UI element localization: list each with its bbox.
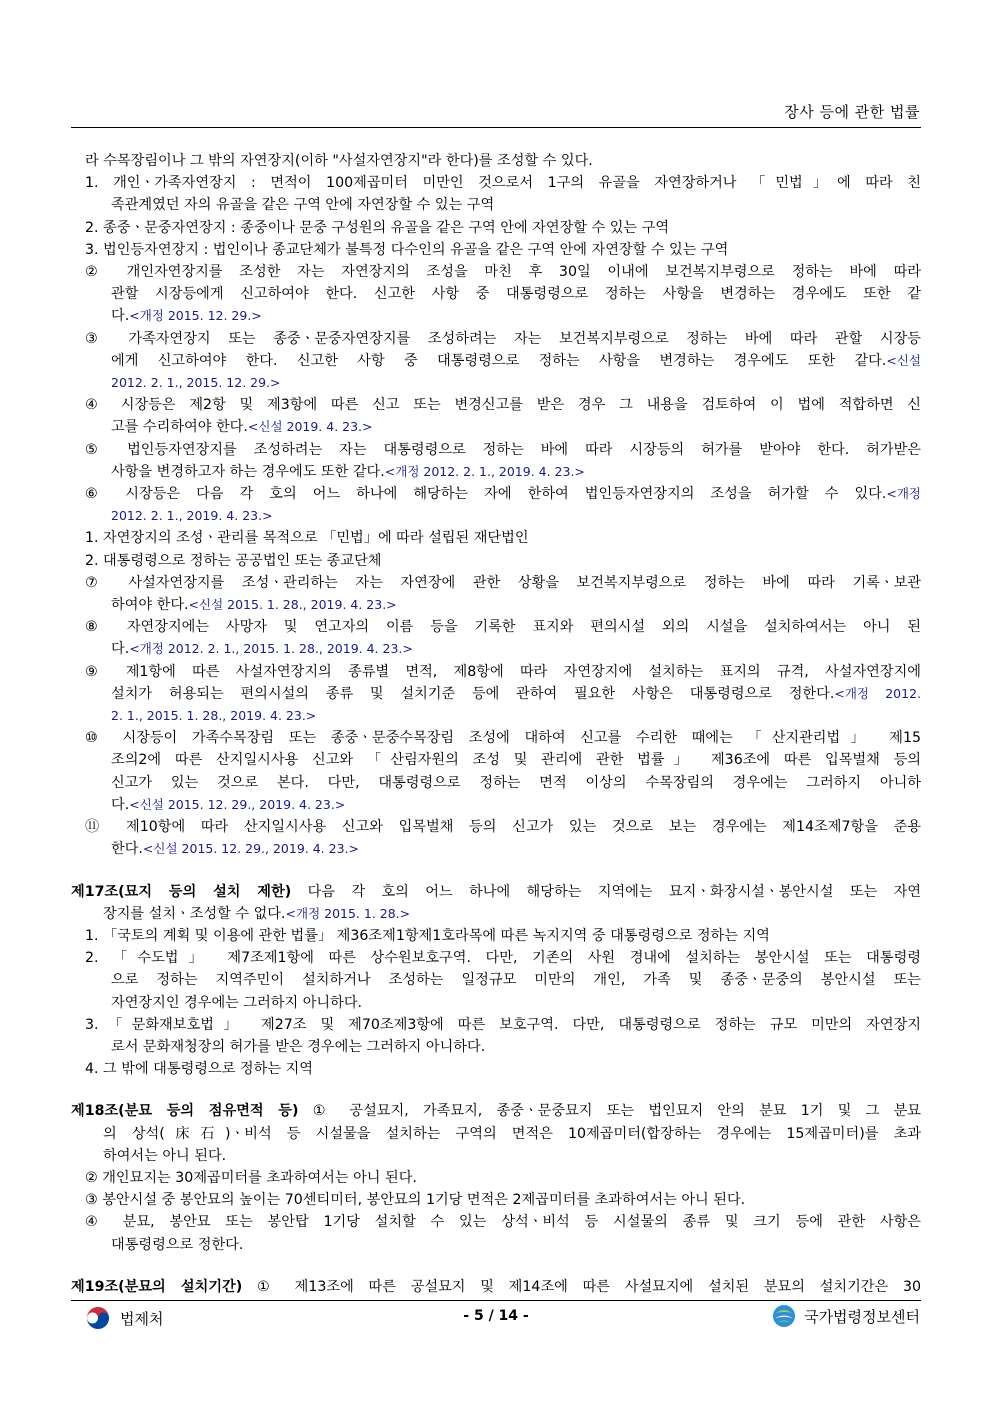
text-line bbox=[71, 1167, 921, 1189]
text-line bbox=[71, 439, 921, 461]
line-text: 라 수목장림이나 그 밖의 자연장지(이하 "사설자연장지"라 한다)를 조성할 수 있다. bbox=[85, 153, 593, 169]
line-text: 1. 자연장지의 조성ㆍ관리를 목적으로 「민법」에 따라 설립된 재단법인 bbox=[85, 530, 529, 547]
text-line bbox=[71, 661, 921, 683]
line-text: ⑥ 시장등은 다음 각 호의 어느 하나에 해당하는 자에 한하여 법인등자연장지의 조성을 허가할 수 있다. bbox=[85, 486, 887, 503]
line-text: ⑩ 시장등이 가족수목장림 또는 종중ㆍ문중수목장림 조성에 대하여 신고를 수리한 때에는 「산지관리법」 제15 bbox=[85, 730, 921, 747]
line-text: 한다. bbox=[111, 841, 143, 858]
text-line bbox=[71, 683, 921, 705]
article-heading-line bbox=[71, 881, 921, 903]
line-text: ① 공설묘지, 가족묘지, 종중ㆍ문중묘지 또는 법인묘지 안의 분묘 1기 및 그 분묘 bbox=[298, 1103, 921, 1120]
line-text: 의 상석(床石)ㆍ비석 등 시설물을 설치하는 구역의 면적은 10제곱미터(합장하는 경우에는 15제곱미터)를 초과 bbox=[103, 1125, 921, 1142]
line-text: 2. 종중ㆍ문중자연장지 : 종중이나 문중 구성원의 유골을 같은 구역 안에 자연장할 수 있는 구역 bbox=[85, 219, 670, 236]
amendment-note: <개정 2012. bbox=[834, 685, 921, 701]
line-text: 1. 「국토의 계획 및 이용에 관한 법률」 제36조제1항제1호라목에 따른 녹지지역 중 대통령령으로 정하는 지역 bbox=[85, 927, 770, 944]
amendment-note: <신설 2019. 4. 23.> bbox=[247, 419, 373, 435]
amendment-note: <개정 2012. 2. 1., 2019. 4. 23.> bbox=[384, 463, 585, 479]
line-text: 1. 개인ㆍ가족자연장지 : 면적이 100제곱미터 미만인 것으로서 1구의 유골을 자연장하거나 「민법」에 따라 친 bbox=[85, 175, 921, 192]
line-text: 대통령령으로 정한다. bbox=[111, 1236, 244, 1253]
amendment-note: <개정 2012. 2. 1., 2015. 1. 28., 2019. 4. 23.> bbox=[129, 641, 413, 657]
text-line bbox=[71, 416, 921, 438]
text-line bbox=[71, 461, 921, 483]
amendment-note: <신설 bbox=[886, 352, 921, 368]
amendment-note: <개정 2015. 1. 28.> bbox=[285, 905, 411, 921]
line-text: 로서 문화재청장의 허가를 받은 경우에는 그러하지 아니하다. bbox=[111, 1038, 486, 1055]
text-line bbox=[71, 372, 921, 394]
article-title: 제17조(묘지 등의 설치 제한) bbox=[71, 883, 292, 900]
line-text: ② 개인자연장지를 조성한 자는 자연장지의 조성을 마친 후 30일 이내에 보건복지부령으로 정하는 바에 따라 bbox=[85, 264, 921, 281]
amendment-note: <개정 bbox=[886, 486, 921, 502]
text-line bbox=[71, 1123, 921, 1145]
text-line bbox=[71, 194, 921, 216]
line-text: ⑧ 자연장지에는 사망자 및 연고자의 이름 등을 기록한 표지와 편의시설 외의 시설을 설치하여서는 아니 된 bbox=[85, 619, 921, 636]
text-line bbox=[71, 1211, 921, 1233]
footer-right bbox=[772, 1304, 920, 1328]
line-text: 하여야 한다. bbox=[111, 597, 189, 614]
line-text: 장지를 설치ㆍ조성할 수 없다. bbox=[103, 905, 286, 922]
text-line bbox=[71, 992, 921, 1014]
text-line bbox=[71, 616, 921, 638]
line-text: 조의2에 따른 산지일시사용 신고와 「산림자원의 조성 및 관리에 관한 법률」 제36조에 따른 입목벌채 등의 bbox=[111, 752, 921, 769]
footer-right-label: 국가법령정보센터 bbox=[804, 1307, 920, 1326]
article-title: 제18조(분묘 등의 점유면적 등) bbox=[71, 1103, 299, 1120]
header-rule bbox=[71, 127, 921, 128]
section-gap bbox=[71, 1256, 921, 1276]
text-line bbox=[71, 505, 921, 527]
line-text: 신고가 있는 것으로 본다. 다만, 대통령령으로 정하는 면적 이상의 수목장림의 경우에는 그러하지 아니하 bbox=[111, 774, 921, 791]
page-number: - 5 / 14 - bbox=[463, 1308, 529, 1324]
line-text: 다. bbox=[111, 796, 130, 813]
text-line bbox=[71, 328, 921, 350]
line-text: ⑪ 제10항에 따라 산지일시사용 신고와 입목벌채 등의 신고가 있는 것으로 보는 경우에는 제14조제7항을 준용 bbox=[85, 819, 921, 836]
text-line bbox=[71, 1014, 921, 1036]
text-line bbox=[71, 483, 921, 505]
line-text: 4. 그 밖에 대통령령으로 정하는 지역 bbox=[85, 1061, 313, 1078]
text-line bbox=[71, 1145, 921, 1167]
text-line bbox=[71, 749, 921, 771]
text-line bbox=[71, 527, 921, 549]
line-text: 3.「문화재보호법」 제27조 및 제70조제3항에 따른 보호구역. 다만, 대통령령으로 정하는 규모 미만의 자연장지 bbox=[85, 1016, 921, 1033]
line-text: 으로 정하는 지역주민이 설치하거나 조성하는 일정규모 미만의 개인, 가족 및 종중ㆍ문중의 봉안시설 또는 bbox=[111, 972, 921, 989]
text-line bbox=[71, 350, 921, 372]
text-line bbox=[71, 772, 921, 794]
text-line bbox=[71, 947, 921, 969]
text-line bbox=[71, 1058, 921, 1080]
amendment-note: <개정 2015. 12. 29.> bbox=[129, 308, 262, 324]
line-text: 에게 신고하여야 한다. 신고한 사항 중 대통령령으로 정하는 사항을 변경하는 경우에도 또한 같다. bbox=[111, 352, 887, 369]
text-line bbox=[71, 239, 921, 261]
text-line bbox=[71, 550, 921, 572]
line-text: 다. bbox=[111, 641, 130, 658]
line-text: 2. 「수도법」 제7조제1항에 따른 상수원보호구역. 다만, 기존의 사원 경내에 설치하는 봉안시설 또는 대통령령 bbox=[85, 950, 921, 967]
text-line bbox=[71, 1189, 921, 1211]
text-line bbox=[71, 727, 921, 749]
text-line bbox=[71, 638, 921, 660]
line-text: ② 개인묘지는 30제곱미터를 초과하여서는 아니 된다. bbox=[85, 1169, 417, 1186]
text-line bbox=[71, 1234, 921, 1256]
text-line bbox=[71, 150, 921, 172]
text-line bbox=[71, 794, 921, 816]
text-line bbox=[71, 172, 921, 194]
text-line bbox=[71, 969, 921, 991]
amendment-note: 2012. 2. 1., 2015. 12. 29.> bbox=[111, 375, 281, 391]
line-text: 다. bbox=[111, 308, 130, 325]
amendment-note: 2012. 2. 1., 2019. 4. 23.> bbox=[111, 508, 273, 524]
line-text: 설치가 허용되는 편의시설의 종류 및 설치기준 등에 관하여 필요한 사항은 대통령령으로 정한다. bbox=[111, 685, 835, 702]
line-text: ③ 봉안시설 중 봉안묘의 높이는 70센티미터, 봉안묘의 1기당 면적은 2제곱미터를 초과하여서는 아니 된다. bbox=[85, 1192, 746, 1209]
footer-left-label: 법제처 bbox=[120, 1309, 164, 1328]
line-text: 고를 수리하여야 한다. bbox=[111, 419, 248, 436]
footer-rule bbox=[71, 1300, 921, 1301]
line-text: 관할 시장등에게 신고하여야 한다. 신고한 사항 중 대통령령으로 정하는 사항을 변경하는 경우에도 또한 같 bbox=[111, 286, 921, 303]
line-text: ③ 가족자연장지 또는 종중ㆍ문중자연장지를 조성하려는 자는 보건복지부령으로 정하는 바에 따라 관할 시장등 bbox=[85, 330, 921, 347]
document-body bbox=[71, 150, 921, 1298]
line-text: 사항을 변경하고자 하는 경우에도 또한 같다. bbox=[111, 463, 385, 480]
text-line bbox=[71, 903, 921, 925]
text-line bbox=[71, 705, 921, 727]
line-text: ⑤ 법인등자연장지를 조성하려는 자는 대통령령으로 정하는 바에 따라 시장등의 허가를 받아야 한다. 허가받은 bbox=[85, 441, 921, 458]
line-text: ④ 분묘, 봉안묘 또는 봉안탑 1기당 설치할 수 있는 상석ㆍ비석 등 시설물의 종류 및 크기 등에 관한 사항은 bbox=[85, 1214, 921, 1231]
amendment-note: <신설 2015. 12. 29., 2019. 4. 23.> bbox=[142, 841, 359, 857]
article-title: 제19조(분묘의 설치기간) bbox=[71, 1278, 243, 1295]
text-line bbox=[71, 838, 921, 860]
amendment-note: <신설 2015. 1. 28., 2019. 4. 23.> bbox=[188, 597, 397, 613]
line-text: 자연장지인 경우에는 그러하지 아니하다. bbox=[111, 994, 363, 1011]
article-heading-line bbox=[71, 1276, 921, 1298]
line-text: 하여서는 아니 된다. bbox=[103, 1147, 227, 1164]
page-header-title: 장사 등에 관한 법률 bbox=[784, 103, 920, 121]
text-line bbox=[71, 816, 921, 838]
line-text: 족관계였던 자의 유골을 같은 구역 안에 자연장할 수 있는 구역 bbox=[111, 197, 495, 214]
text-line bbox=[71, 305, 921, 327]
text-line bbox=[71, 1036, 921, 1058]
line-text: 2. 대통령령으로 정하는 공공법인 또는 종교단체 bbox=[85, 552, 382, 569]
section-gap bbox=[71, 1080, 921, 1100]
text-line bbox=[71, 572, 921, 594]
line-text: ① 제13조에 따른 공설묘지 및 제14조에 따른 사설묘지에 설치된 분묘의 설치기간은 30 bbox=[242, 1278, 921, 1295]
line-text: 다음 각 호의 어느 하나에 해당하는 지역에는 묘지ㆍ화장시설ㆍ봉안시설 또는 자연 bbox=[291, 883, 921, 900]
globe-logo-icon bbox=[772, 1304, 796, 1328]
text-line bbox=[71, 594, 921, 616]
text-line bbox=[71, 261, 921, 283]
line-text: ⑦ 사설자연장지를 조성ㆍ관리하는 자는 자연장에 관한 상황을 보건복지부령으로 정하는 바에 따라 기록ㆍ보관 bbox=[85, 574, 921, 591]
text-line bbox=[71, 217, 921, 239]
text-line bbox=[71, 394, 921, 416]
text-line bbox=[71, 283, 921, 305]
text-line bbox=[71, 925, 921, 947]
amendment-note: 2. 1., 2015. 1. 28., 2019. 4. 23.> bbox=[111, 708, 317, 724]
line-text: ④ 시장등은 제2항 및 제3항에 따른 신고 또는 변경신고를 받은 경우 그 내용을 검토하여 이 법에 적합하면 신 bbox=[85, 397, 921, 414]
amendment-note: <신설 2015. 12. 29., 2019. 4. 23.> bbox=[129, 796, 346, 812]
article-heading-line bbox=[71, 1100, 921, 1122]
line-text: ⑨ 제1항에 따른 사설자연장지의 종류별 면적, 제8항에 따라 자연장지에 설치하는 표지의 규격, 사설자연장지에 bbox=[85, 663, 921, 680]
section-gap bbox=[71, 861, 921, 881]
line-text: 3. 법인등자연장지 : 법인이나 종교단체가 불특정 다수인의 유골을 같은 구역 안에 자연장할 수 있는 구역 bbox=[85, 241, 729, 258]
